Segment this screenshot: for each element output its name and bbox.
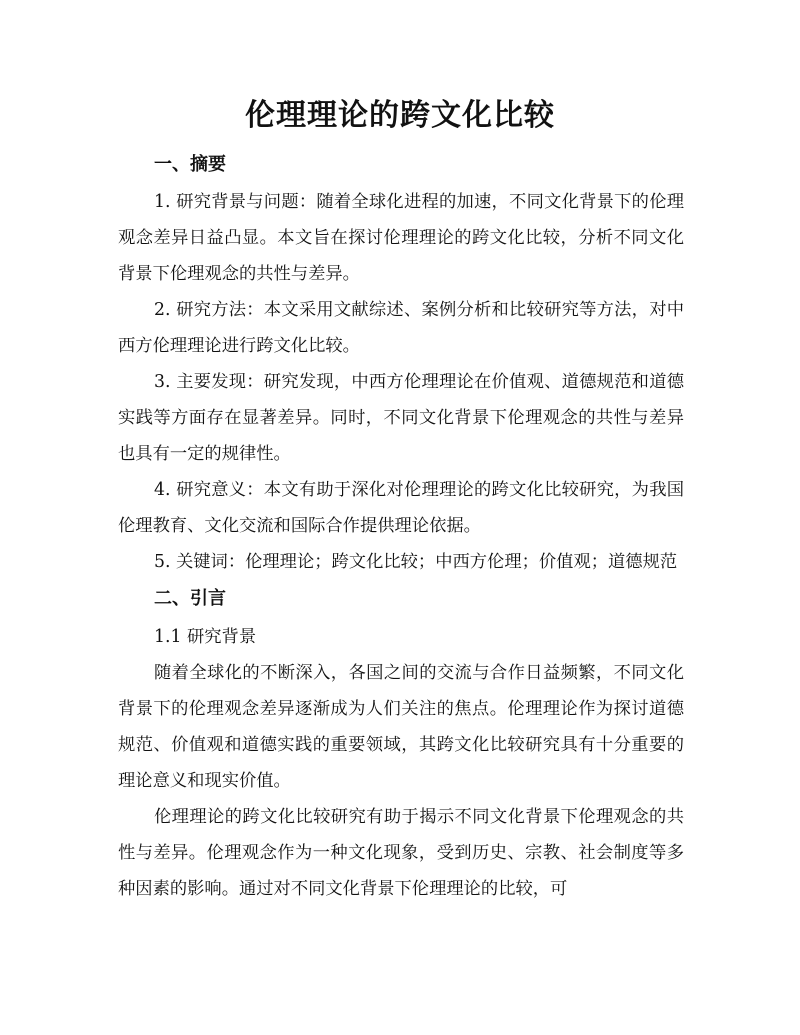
subsection-heading-background: 1.1 研究背景 [154,627,257,647]
intro-paragraph: 随着全球化的不断深入，各国之间的交流与合作日益频繁，不同文化背景下的伦理观念差异逐渐成为人们关注的焦点。伦理理论作为探讨道德规范、价值观和道德实践的重要领域，其跨文化比较研究具有十分重要的理论意义和现实价值。 [118,663,684,791]
abstract-item-method: 2. 研究方法：本文采用文献综述、案例分析和比较研究等方法，对中西方伦理理论进行跨文化比较。 [118,300,684,356]
abstract-item-significance: 4. 研究意义：本文有助于深化对伦理理论的跨文化比较研究，为我国伦理教育、文化交流和国际合作提供理论依据。 [118,480,684,536]
intro-paragraph: 伦理理论的跨文化比较研究有助于揭示不同文化背景下伦理观念的共性与差异。伦理观念作为一种文化现象，受到历史、宗教、社会制度等多种因素的影响。通过对不同文化背景下伦理理论的比较，可 [118,807,684,899]
document-body [118,146,684,907]
abstract-item-findings: 3. 主要发现：研究发现，中西方伦理理论在价值观、道德规范和道德实践等方面存在显著差异。同时，不同文化背景下伦理观念的共性与差异也具有一定的规律性。 [118,372,684,464]
abstract-item-keywords: 5. 关键词：伦理理论；跨文化比较；中西方伦理；价值观；道德规范 [154,552,678,572]
section-heading-introduction: 二、引言 [154,588,226,609]
abstract-item-background: 1. 研究背景与问题：随着全球化进程的加速，不同文化背景下的伦理观念差异日益凸显。本文旨在探讨伦理理论的跨文化比较，分析不同文化背景下伦理观念的共性与差异。 [118,192,684,284]
section-heading-abstract: 一、摘要 [154,154,226,175]
page-title: 伦理理论的跨文化比较 [245,98,555,133]
